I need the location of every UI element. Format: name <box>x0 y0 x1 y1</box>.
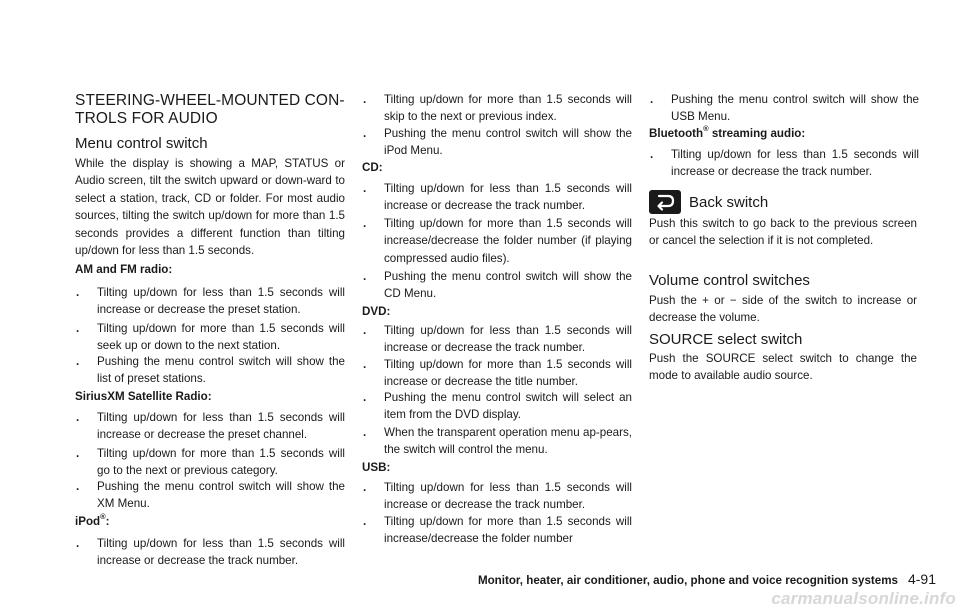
footer-chapter-title: Monitor, heater, air conditioner, audio, phone and voice recognition systems <box>477 574 898 587</box>
list-item: . Pushing the menu control switch will show the XM Menu. <box>76 480 345 511</box>
siriusxm-heading: SiriusXM Satellite Radio: <box>75 390 212 403</box>
list-item: . Tilting up/down for more than 1.5 seconds will seek up or down to the next station. <box>76 322 345 353</box>
page-footer <box>478 571 936 589</box>
list-item: . Tilting up/down for more than 1.5 seconds will skip to the next or previous index. <box>363 93 632 124</box>
list-item: . Tilting up/down for more than 1.5 seconds will go to the next or previous category. <box>76 447 345 478</box>
list-item: . Tilting up/down for less than 1.5 seconds will increase or decrease the track number. <box>363 481 632 512</box>
list-item: . Tilting up/down for less than 1.5 seconds will increase or decrease the track number. <box>650 148 919 179</box>
section-title-line1: STEERING-WHEEL-MOUNTED CON- <box>75 92 345 109</box>
volume-control-paragraph: Push the + or − side of the switch to increase or decrease the volume. <box>649 294 917 325</box>
list-item: . Pushing the menu control switch will show the CD Menu. <box>363 270 632 301</box>
back-arrow-icon <box>649 190 681 214</box>
usb-heading: USB: <box>362 461 391 474</box>
dvd-heading: DVD: <box>362 305 391 318</box>
am-fm-heading: AM and FM radio: <box>75 263 173 276</box>
menu-intro-paragraph: While the display is showing a MAP, STATUS or Audio screen, tilt the switch upward or down-ward to select a station, track, CD or folder. For most audio sources, tilting the switch up/down for more than 1.5 seconds provides a different function than tilting up/down for less than 1.5 seconds. <box>75 157 345 258</box>
menu-control-title: Menu control switch <box>75 135 208 152</box>
section-title-line2: TROLS FOR AUDIO <box>75 110 218 127</box>
back-switch-title-text: Back switch <box>689 194 769 211</box>
source-select-title: SOURCE select switch <box>649 331 803 348</box>
list-item: . Tilting up/down for less than 1.5 seconds will increase or decrease the track number. <box>363 182 632 213</box>
cd-heading: CD: <box>362 161 383 174</box>
list-item: . When the transparent operation menu ap-pears, the switch will control the menu. <box>363 426 632 457</box>
list-item: . Tilting up/down for more than 1.5 seconds will increase/decrease the folder number (if playing compressed audio files). <box>363 217 632 265</box>
ipod-heading: iPod®: <box>75 512 110 528</box>
list-item: . Tilting up/down for less than 1.5 seconds will increase or decrease the track number. <box>363 324 632 355</box>
list-item: . Pushing the menu control switch will show the USB Menu. <box>650 93 919 124</box>
bluetooth-heading: Bluetooth® streaming audio: <box>649 124 806 140</box>
list-item: . Pushing the menu control switch will select an item from the DVD display. <box>363 391 632 422</box>
list-item: . Tilting up/down for more than 1.5 seconds will increase or decrease the title number. <box>363 358 632 389</box>
list-item: . Tilting up/down for less than 1.5 seconds will increase or decrease the preset channel. <box>76 411 345 442</box>
watermark: carmanualsonline.info <box>771 589 956 608</box>
list-item: . Pushing the menu control switch will show the list of preset stations. <box>76 355 345 386</box>
page-number: 4-91 <box>907 571 936 587</box>
list-item: . Tilting up/down for less than 1.5 seconds will increase or decrease the track number. <box>76 537 345 568</box>
list-item: . Tilting up/down for more than 1.5 seconds will increase/decrease the folder number <box>363 515 632 546</box>
list-item: . Tilting up/down for less than 1.5 seconds will increase or decrease the preset station. <box>76 286 345 317</box>
volume-control-title: Volume control switches <box>649 272 810 289</box>
back-switch-paragraph: Push this switch to go back to the previous screen or cancel the selection if it is not completed. <box>649 217 917 248</box>
source-select-paragraph: Push the SOURCE select switch to change the mode to available audio source. <box>649 352 917 383</box>
list-item: . Pushing the menu control switch will show the iPod Menu. <box>363 127 632 158</box>
back-switch-title <box>649 190 909 216</box>
